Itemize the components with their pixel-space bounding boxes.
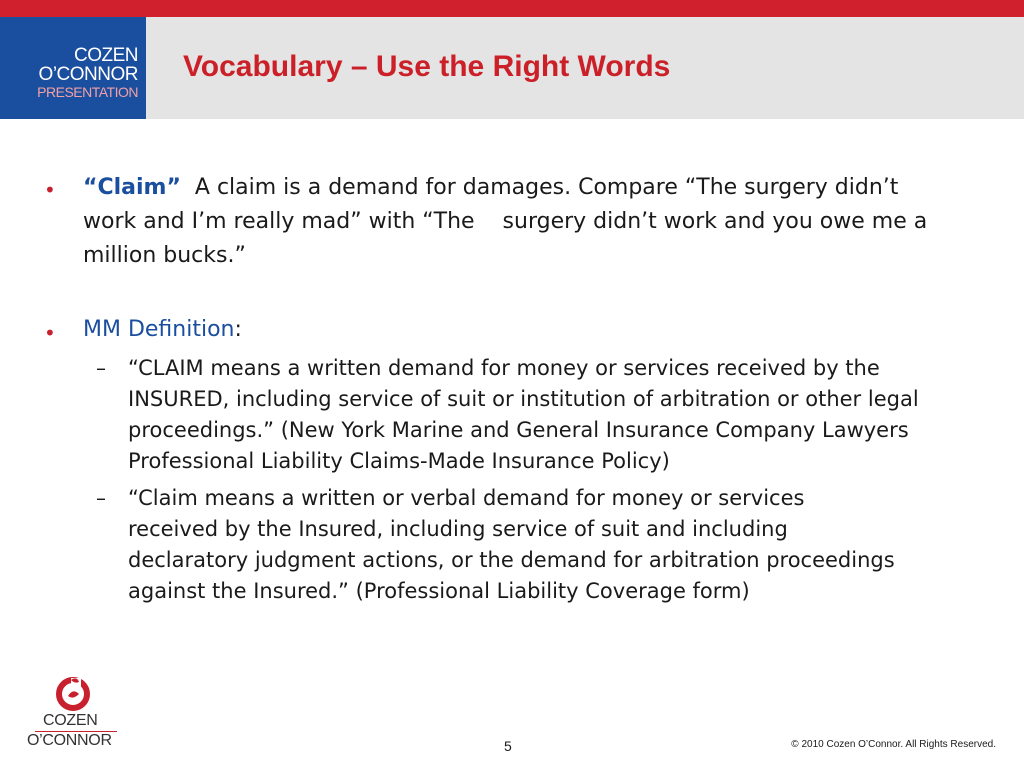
claim-term: “Claim” <box>83 175 181 200</box>
mm-term: MM Definition <box>83 317 235 342</box>
mm-suffix: : <box>234 317 242 342</box>
footer-logo-text-2: O’CONNOR <box>27 732 112 749</box>
page-number: 5 <box>504 738 512 754</box>
footer-logo <box>25 672 125 754</box>
bullet-icon: • <box>44 321 56 345</box>
footer-logo-text-1: COZEN <box>43 712 98 729</box>
sub-bullet-1: “CLAIM means a written demand for money or services received by the INSURED, including service of suit or institution of arbitration or other legal proceedings.” (New York Marine and General Insurance Company Lawyers Professional Liability Claims-Made Insurance Policy) <box>128 356 919 473</box>
bullet-mm-definition <box>83 313 928 347</box>
logo-line-1: COZEN <box>74 45 138 66</box>
bullet-icon: • <box>44 178 56 202</box>
copyright-notice: © 2010 Cozen O’Connor. All Rights Reserved. <box>791 739 996 750</box>
logo-line-3: PRESENTATION <box>37 84 138 100</box>
claim-text: A claim is a demand for damages. Compare “The surgery didn’t work and I’m really mad” with “The surgery didn’t work and you owe me a million bucks.” <box>83 175 935 268</box>
dash-icon: – <box>96 356 106 380</box>
bullet-claim <box>83 171 935 273</box>
sub-bullet-2: “Claim means a written or verbal demand for money or services received by the Insured, including service of suit and including declaratory judgment actions, or the demand for arbitration proceedings against the Insured.” (Professional Liability Coverage form) <box>128 486 895 603</box>
cozen-oconnor-logo-icon <box>55 674 91 712</box>
dash-icon: – <box>96 486 106 510</box>
slide-title: Vocabulary – Use the Right Words <box>183 50 671 83</box>
logo-line-2: O’CONNOR <box>38 64 138 85</box>
